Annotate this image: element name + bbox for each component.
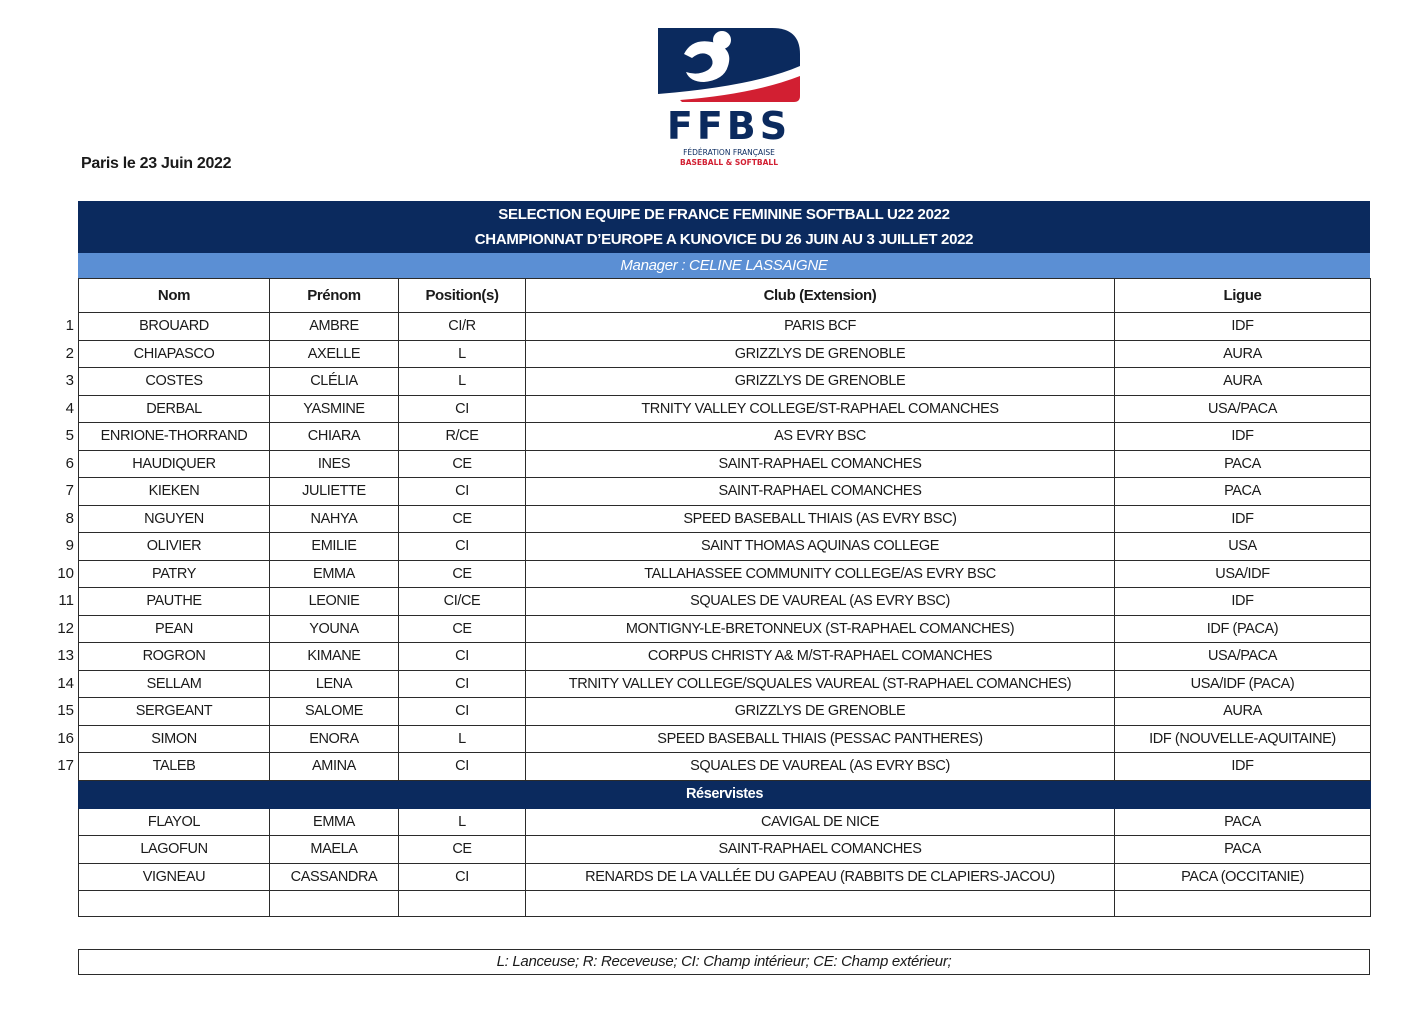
cell-nom: BROUARD	[79, 313, 270, 341]
reservists-header-row	[79, 780, 1371, 808]
cell-prenom: CLÉLIA	[270, 368, 399, 396]
cell-position: CI	[399, 863, 526, 891]
empty-cell	[526, 891, 1115, 917]
cell-position: L	[399, 340, 526, 368]
cell-ligue: PACA (OCCITANIE)	[1115, 863, 1371, 891]
cell-ligue: IDF	[1115, 423, 1371, 451]
row-number: 10	[57, 564, 74, 582]
cell-nom: VIGNEAU	[79, 863, 270, 891]
column-header-nom: Nom	[79, 279, 270, 313]
player-row	[79, 313, 1371, 341]
cell-position: CI	[399, 395, 526, 423]
player-row	[79, 423, 1371, 451]
cell-position: R/CE	[399, 423, 526, 451]
player-row	[79, 533, 1371, 561]
cell-prenom: MAELA	[270, 836, 399, 864]
empty-cell	[1115, 891, 1371, 917]
cell-position: CI	[399, 670, 526, 698]
cell-position: CI	[399, 698, 526, 726]
cell-club: RENARDS DE LA VALLÉE DU GAPEAU (RABBITS DE CLAPIERS-JACOU)	[526, 863, 1115, 891]
cell-nom: ENRIONE-THORRAND	[79, 423, 270, 451]
cell-nom: OLIVIER	[79, 533, 270, 561]
cell-ligue: USA/PACA	[1115, 643, 1371, 671]
cell-ligue: USA/IDF	[1115, 560, 1371, 588]
row-number: 15	[57, 702, 74, 719]
player-row	[79, 478, 1371, 506]
cell-prenom: INES	[270, 450, 399, 478]
cell-ligue: PACA	[1115, 836, 1371, 864]
cell-club: SAINT THOMAS AQUINAS COLLEGE	[526, 533, 1115, 561]
cell-club: PARIS BCF	[526, 313, 1115, 341]
cell-position: L	[399, 368, 526, 396]
cell-nom: SERGEANT	[79, 698, 270, 726]
player-row	[79, 505, 1371, 533]
cell-prenom: JULIETTE	[270, 478, 399, 506]
cell-ligue: USA/PACA	[1115, 395, 1371, 423]
svg-text:FÉDÉRATION FRANÇAISE: FÉDÉRATION FRANÇAISE	[683, 148, 775, 157]
cell-nom: HAUDIQUER	[79, 450, 270, 478]
row-number: 8	[65, 509, 74, 527]
cell-prenom: AXELLE	[270, 340, 399, 368]
cell-ligue: IDF	[1115, 313, 1371, 341]
row-number: 2	[65, 344, 74, 362]
row-number: 6	[65, 454, 74, 472]
title-band	[78, 201, 1370, 253]
cell-club: SQUALES DE VAUREAL (AS EVRY BSC)	[526, 753, 1115, 781]
row-number: 4	[65, 399, 74, 417]
cell-club: CAVIGAL DE NICE	[526, 808, 1115, 836]
cell-position: CI	[399, 533, 526, 561]
cell-ligue: IDF	[1115, 753, 1371, 781]
cell-nom: KIEKEN	[79, 478, 270, 506]
title-line-1: SELECTION EQUIPE DE FRANCE FEMININE SOFTBALL U22 2022	[498, 206, 950, 223]
empty-cell	[399, 891, 526, 917]
cell-prenom: AMINA	[270, 753, 399, 781]
row-number: 1	[65, 317, 74, 334]
cell-club: TRNITY VALLEY COLLEGE/ST-RAPHAEL COMANCHES	[526, 395, 1115, 423]
row-number: 11	[58, 592, 74, 609]
cell-prenom: SALOME	[270, 698, 399, 726]
cell-prenom: AMBRE	[270, 313, 399, 341]
cell-prenom: LEONIE	[270, 588, 399, 616]
column-header-club: Club (Extension)	[526, 279, 1115, 313]
cell-position: CE	[399, 836, 526, 864]
cell-prenom: ENORA	[270, 725, 399, 753]
cell-ligue: USA	[1115, 533, 1371, 561]
cell-nom: PATRY	[79, 560, 270, 588]
row-number: 13	[57, 647, 74, 664]
row-number: 7	[65, 482, 74, 499]
cell-nom: ROGRON	[79, 643, 270, 671]
empty-cell	[270, 891, 399, 917]
cell-club: AS EVRY BSC	[526, 423, 1115, 451]
row-number: 9	[65, 537, 74, 554]
reservists-body	[79, 808, 1371, 891]
row-numbers	[40, 312, 74, 780]
cell-club: TALLAHASSEE COMMUNITY COLLEGE/AS EVRY BSC	[526, 560, 1115, 588]
player-row	[79, 615, 1371, 643]
cell-position: CI	[399, 478, 526, 506]
cell-position: L	[399, 808, 526, 836]
cell-ligue: PACA	[1115, 450, 1371, 478]
cell-ligue: USA/IDF (PACA)	[1115, 670, 1371, 698]
cell-position: CE	[399, 560, 526, 588]
row-number: 17	[57, 757, 74, 774]
cell-nom: CHIAPASCO	[79, 340, 270, 368]
cell-position: L	[399, 725, 526, 753]
column-header-ligue: Ligue	[1115, 279, 1371, 313]
cell-prenom: NAHYA	[270, 505, 399, 533]
column-header-prenom: Prénom	[270, 279, 399, 313]
cell-club: GRIZZLYS DE GRENOBLE	[526, 368, 1115, 396]
cell-ligue: AURA	[1115, 340, 1371, 368]
cell-club: SAINT-RAPHAEL COMANCHES	[526, 836, 1115, 864]
cell-ligue: PACA	[1115, 478, 1371, 506]
cell-ligue: IDF	[1115, 588, 1371, 616]
player-row	[79, 588, 1371, 616]
manager-band: Manager : CELINE LASSAIGNE	[78, 253, 1370, 278]
players-body	[79, 313, 1371, 781]
cell-prenom: EMMA	[270, 808, 399, 836]
cell-nom: FLAYOL	[79, 808, 270, 836]
cell-ligue: PACA	[1115, 808, 1371, 836]
cell-prenom: YOUNA	[270, 615, 399, 643]
cell-prenom: LENA	[270, 670, 399, 698]
cell-position: CI	[399, 643, 526, 671]
cell-ligue: AURA	[1115, 368, 1371, 396]
cell-club: CORPUS CHRISTY A& M/ST-RAPHAEL COMANCHES	[526, 643, 1115, 671]
cell-nom: LAGOFUN	[79, 836, 270, 864]
cell-nom: PAUTHE	[79, 588, 270, 616]
cell-prenom: EMMA	[270, 560, 399, 588]
cell-nom: TALEB	[79, 753, 270, 781]
cell-prenom: KIMANE	[270, 643, 399, 671]
cell-prenom: CASSANDRA	[270, 863, 399, 891]
cell-prenom: EMILIE	[270, 533, 399, 561]
cell-nom: PEAN	[79, 615, 270, 643]
cell-club: TRNITY VALLEY COLLEGE/SQUALES VAUREAL (ST-RAPHAEL COMANCHES)	[526, 670, 1115, 698]
player-row	[79, 560, 1371, 588]
cell-nom: DERBAL	[79, 395, 270, 423]
cell-club: SQUALES DE VAUREAL (AS EVRY BSC)	[526, 588, 1115, 616]
player-row	[79, 450, 1371, 478]
cell-position: CI/R	[399, 313, 526, 341]
cell-position: CE	[399, 450, 526, 478]
cell-club: GRIZZLYS DE GRENOBLE	[526, 698, 1115, 726]
cell-nom: COSTES	[79, 368, 270, 396]
column-header-position: Position(s)	[399, 279, 526, 313]
cell-nom: SELLAM	[79, 670, 270, 698]
cell-position: CI/CE	[399, 588, 526, 616]
cell-prenom: CHIARA	[270, 423, 399, 451]
ffbs-logo	[654, 24, 804, 172]
cell-ligue: AURA	[1115, 698, 1371, 726]
title-line-2: CHAMPIONNAT D’EUROPE A KUNOVICE DU 26 JUIN AU 3 JUILLET 2022	[474, 231, 974, 248]
reservist-row	[79, 836, 1371, 864]
cell-ligue: IDF (NOUVELLE-AQUITAINE)	[1115, 725, 1371, 753]
reservist-row	[79, 808, 1371, 836]
players-table	[78, 278, 1371, 917]
empty-cell	[79, 891, 270, 917]
row-number: 12	[57, 619, 74, 637]
empty-section	[79, 891, 1371, 917]
cell-position: CE	[399, 505, 526, 533]
cell-position: CI	[399, 753, 526, 781]
cell-club: SPEED BASEBALL THIAIS (AS EVRY BSC)	[526, 505, 1115, 533]
player-row	[79, 670, 1371, 698]
cell-club: SAINT-RAPHAEL COMANCHES	[526, 450, 1115, 478]
cell-ligue: IDF	[1115, 505, 1371, 533]
row-number: 5	[65, 427, 74, 444]
reservists-section	[79, 780, 1371, 808]
row-number: 16	[57, 729, 74, 747]
player-row	[79, 643, 1371, 671]
player-row	[79, 340, 1371, 368]
reservist-row	[79, 863, 1371, 891]
cell-position: CE	[399, 615, 526, 643]
legend: L: Lanceuse; R: Receveuse; CI: Champ intérieur; CE: Champ extérieur;	[78, 949, 1370, 975]
document-date: Paris le 23 Juin 2022	[81, 155, 232, 172]
selection-sheet	[78, 201, 1370, 917]
cell-club: SPEED BASEBALL THIAIS (PESSAC PANTHERES)	[526, 725, 1115, 753]
reservists-label: Réservistes	[79, 780, 1371, 808]
row-number: 14	[57, 674, 74, 692]
player-row	[79, 698, 1371, 726]
cell-club: SAINT-RAPHAEL COMANCHES	[526, 478, 1115, 506]
svg-text:BASEBALL & SOFTBALL: BASEBALL & SOFTBALL	[680, 158, 778, 167]
player-row	[79, 753, 1371, 781]
cell-ligue: IDF (PACA)	[1115, 615, 1371, 643]
cell-nom: NGUYEN	[79, 505, 270, 533]
empty-row	[79, 891, 1371, 917]
cell-prenom: YASMINE	[270, 395, 399, 423]
player-row	[79, 725, 1371, 753]
player-row	[79, 368, 1371, 396]
cell-club: GRIZZLYS DE GRENOBLE	[526, 340, 1115, 368]
svg-text:FFBS: FFBS	[666, 104, 792, 148]
cell-nom: SIMON	[79, 725, 270, 753]
table-header-row	[79, 279, 1371, 313]
player-row	[79, 395, 1371, 423]
row-number: 3	[65, 372, 74, 389]
cell-club: MONTIGNY-LE-BRETONNEUX (ST-RAPHAEL COMANCHES)	[526, 615, 1115, 643]
